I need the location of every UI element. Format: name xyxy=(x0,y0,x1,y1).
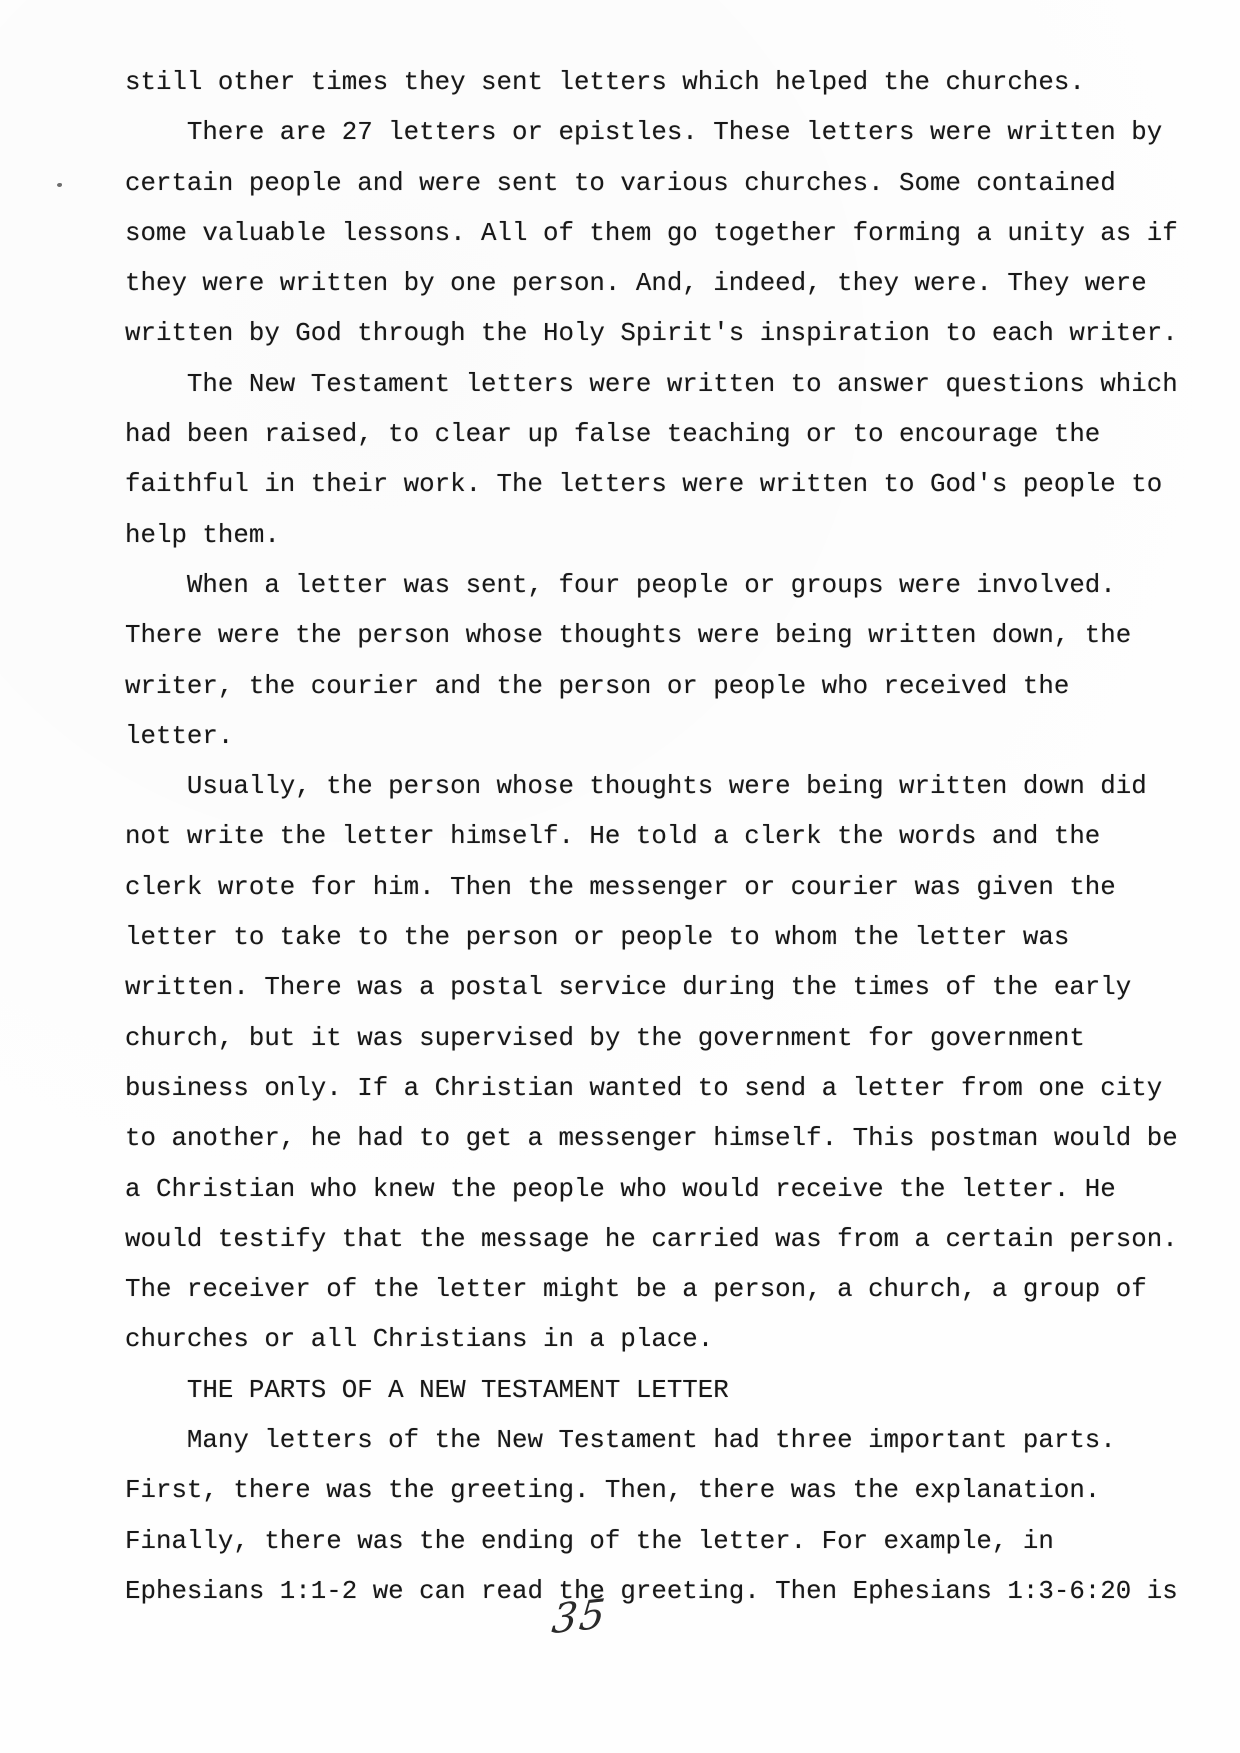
text-line: written by God through the Holy Spirit's inspiration to each writer. xyxy=(125,319,1178,349)
margin-speck xyxy=(57,183,62,187)
text-line: There were the person whose thoughts were being written down, the xyxy=(125,621,1132,651)
typewritten-text-block xyxy=(125,58,1178,1617)
text-line: clerk wrote for him. Then the messenger or courier was given the xyxy=(125,872,1116,902)
text-line: Many letters of the New Testament had three important parts. xyxy=(125,1426,1116,1456)
text-line: writer, the courier and the person or people who received the xyxy=(125,671,1070,701)
text-line: business only. If a Christian wanted to send a letter from one city xyxy=(125,1073,1163,1103)
section-heading-line: THE PARTS OF A NEW TESTAMENT LETTER xyxy=(125,1375,729,1405)
text-line: a Christian who knew the people who would receive the letter. He xyxy=(125,1174,1116,1204)
text-line: to another, he had to get a messenger himself. This postman would be xyxy=(125,1124,1178,1154)
text-line: help them. xyxy=(125,520,280,550)
text-line: First, there was the greeting. Then, there was the explanation. xyxy=(125,1476,1101,1506)
text-line: letter to take to the person or people to whom the letter was xyxy=(125,923,1070,953)
text-line: written. There was a postal service during the times of the early xyxy=(125,973,1132,1003)
text-line: Ephesians 1:1-2 we can read the greeting. Then Ephesians 1:3-6:20 is xyxy=(125,1576,1178,1606)
text-line: Usually, the person whose thoughts were being written down did xyxy=(125,772,1147,802)
text-line: they were written by one person. And, indeed, they were. They were xyxy=(125,269,1147,299)
page-number-handwritten: 35 xyxy=(549,1590,610,1644)
text-line: letter. xyxy=(125,721,234,751)
text-line: The receiver of the letter might be a person, a church, a group of xyxy=(125,1275,1147,1305)
text-line: faithful in their work. The letters were written to God's people to xyxy=(125,470,1163,500)
text-line: The New Testament letters were written to answer questions which xyxy=(125,369,1178,399)
text-line: had been raised, to clear up false teaching or to encourage the xyxy=(125,420,1101,450)
text-line: When a letter was sent, four people or groups were involved. xyxy=(125,570,1116,600)
text-line: certain people and were sent to various churches. Some contained xyxy=(125,168,1116,198)
text-line: Finally, there was the ending of the letter. For example, in xyxy=(125,1526,1054,1556)
text-line: There are 27 letters or epistles. These letters were written by xyxy=(125,118,1163,148)
text-line: churches or all Christians in a place. xyxy=(125,1325,714,1355)
text-line: still other times they sent letters which helped the churches. xyxy=(125,68,1085,97)
text-line: would testify that the message he carried was from a certain person. xyxy=(125,1224,1178,1254)
text-line: church, but it was supervised by the government for government xyxy=(125,1023,1085,1053)
text-line: not write the letter himself. He told a clerk the words and the xyxy=(125,822,1101,852)
text-line: some valuable lessons. All of them go together forming a unity as if xyxy=(125,218,1178,248)
